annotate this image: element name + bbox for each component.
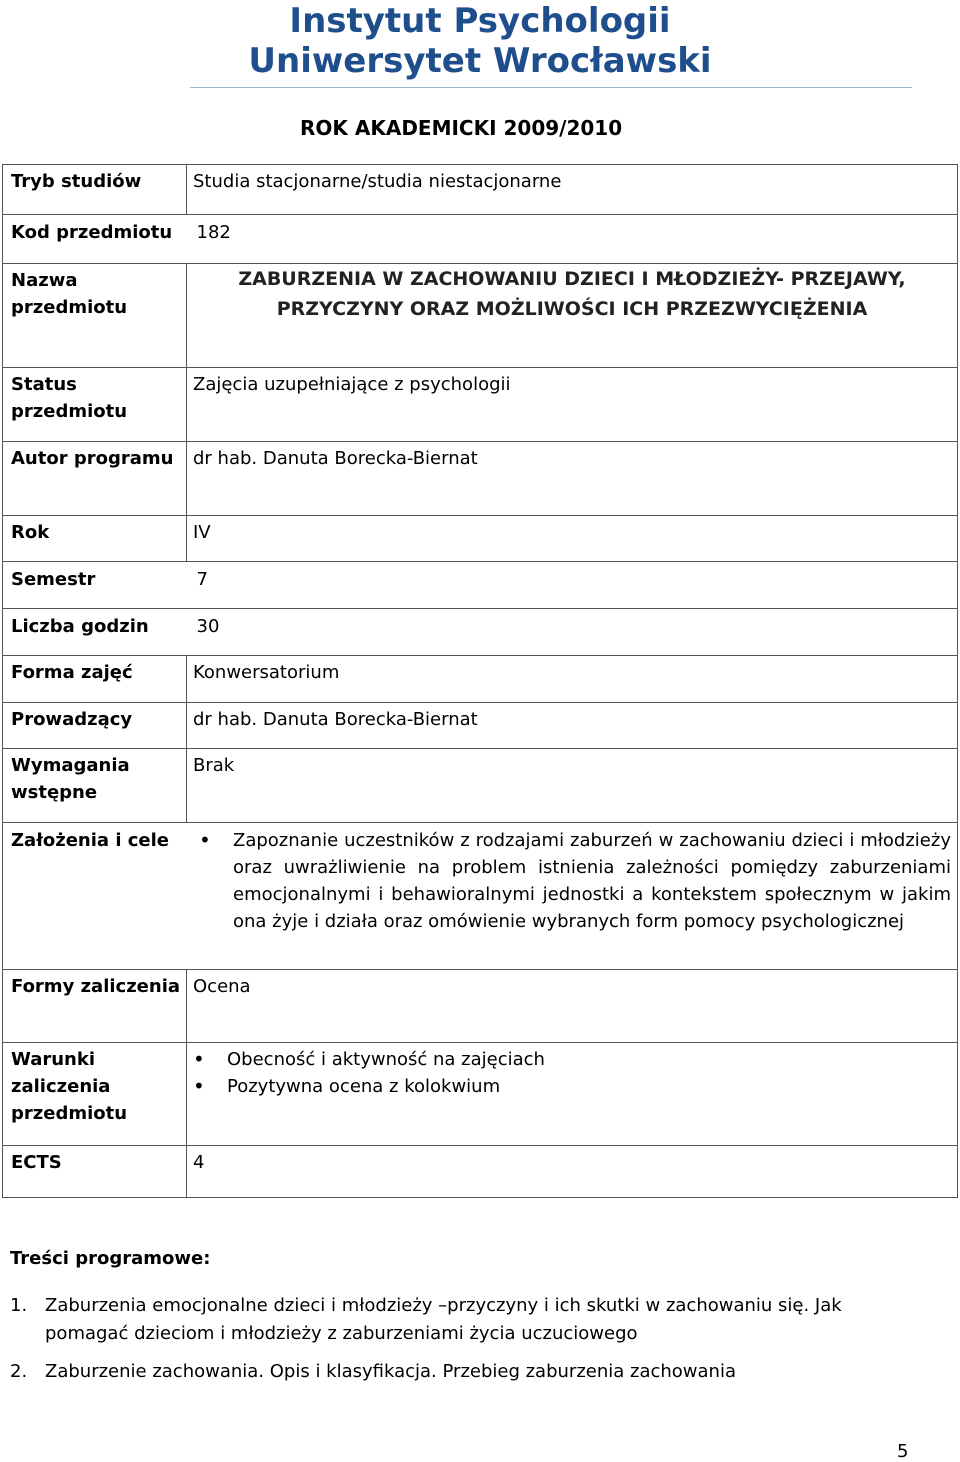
goal-item: • Zapoznanie uczestników z rodzajami zaburzeń w zachowaniu dzieci i młodzieży oraz uwrażliwienie na problem istnienia zależności pomiędzy zaburzeniami emocjonalnymi i behawioralnymi jednostki a kontekstem społecznym w jakim ona żyje i działa oraz omówienie wybranych form pomocy psychologicznej: [197, 827, 957, 935]
row-semestr: [3, 562, 958, 609]
value-forma: Konwersatorium: [187, 656, 958, 703]
label-zalozenia: Założenia i cele: [11, 830, 170, 851]
value-kod: 182: [196, 222, 231, 243]
program-item-text: Zaburzenia emocjonalne dzieci i młodzieży –przyczyny i ich skutki w zachowaniu się. Jak pomagać dzieciom i młodzieży z zaburzeniami życia uczuciowego: [45, 1295, 842, 1344]
page-number: 5: [897, 1441, 909, 1462]
subject-title: ZABURZENIA W ZACHOWANIU DZIECI I MŁODZIEŻY- PRZEJAWY, PRZYCZYNY ORAZ MOŻLIWOŚCI ICH PRZEZWYCIĘŻENIA: [238, 268, 906, 320]
row-zalozenia: [3, 823, 958, 970]
value-status: Zajęcia uzupełniające z psychologii: [187, 368, 958, 442]
program-list: [10, 1292, 910, 1396]
row-nazwa: [3, 264, 958, 368]
label-ects: ECTS: [3, 1146, 187, 1198]
row-autor: [3, 442, 958, 516]
program-heading: Treści programowe:: [10, 1248, 211, 1269]
row-warunki: [3, 1043, 958, 1146]
row-status: [3, 368, 958, 442]
cell-semestr: [3, 562, 958, 609]
row-forma: [3, 656, 958, 703]
value-godziny: 30: [196, 616, 220, 637]
university-title: Uniwersytet Wrocławski: [248, 41, 712, 81]
value-ects: 4: [187, 1146, 958, 1198]
label-godziny: Liczba godzin: [11, 616, 149, 637]
goals-list: [197, 827, 957, 935]
header-divider: [190, 87, 912, 88]
label-semestr: Semestr: [11, 569, 96, 590]
institute-title: Instytut Psychologii: [289, 1, 671, 41]
row-rok: [3, 516, 958, 562]
value-prowadzacy: dr hab. Danuta Borecka-Biernat: [187, 703, 958, 749]
label-status: Status przedmiotu: [3, 368, 187, 442]
row-formy: [3, 970, 958, 1043]
value-rok: IV: [187, 516, 958, 562]
value-tryb: Studia stacjonarne/studia niestacjonarne: [187, 165, 958, 215]
label-warunki: Warunki zaliczenia przedmiotu: [3, 1043, 187, 1146]
cell-warunki: [187, 1043, 958, 1146]
label-nazwa: Nazwa przedmiotu: [3, 264, 187, 368]
academic-year: ROK AKADEMICKI 2009/2010: [300, 116, 623, 140]
program-item: [10, 1292, 910, 1348]
label-wymagania: Wymagania wstępne: [3, 749, 187, 823]
condition-item: • Pozytywna ocena z kolokwium: [191, 1073, 957, 1100]
value-formy: Ocena: [187, 970, 958, 1043]
program-item: [10, 1358, 910, 1386]
cell-zalozenia: [3, 823, 958, 970]
value-semestr: 7: [196, 569, 208, 590]
row-kod: [3, 215, 958, 264]
label-formy: Formy zaliczenia: [3, 970, 187, 1043]
row-prowadzacy: [3, 703, 958, 749]
row-ects: [3, 1146, 958, 1198]
cell-kod: [3, 215, 958, 264]
row-wymagania: [3, 749, 958, 823]
row-tryb: [3, 165, 958, 215]
cell-nazwa: [187, 264, 958, 368]
label-kod: Kod przedmiotu: [11, 222, 173, 243]
value-wymagania: Brak: [187, 749, 958, 823]
cell-godziny: [3, 609, 958, 656]
syllabus-table: [2, 164, 958, 1198]
label-forma: Forma zajęć: [3, 656, 187, 703]
label-tryb: Tryb studiów: [3, 165, 187, 215]
row-godziny: [3, 609, 958, 656]
value-autor: dr hab. Danuta Borecka-Biernat: [187, 442, 958, 516]
program-item-number: 2.: [10, 1361, 28, 1382]
label-prowadzacy: Prowadzący: [3, 703, 187, 749]
label-autor: Autor programu: [3, 442, 187, 516]
condition-item: • Obecność i aktywność na zajęciach: [191, 1046, 957, 1073]
label-rok: Rok: [3, 516, 187, 562]
conditions-list: [191, 1046, 957, 1100]
program-item-text: Zaburzenie zachowania. Opis i klasyfikacja. Przebieg zaburzenia zachowania: [45, 1361, 736, 1382]
program-item-number: 1.: [10, 1295, 28, 1316]
